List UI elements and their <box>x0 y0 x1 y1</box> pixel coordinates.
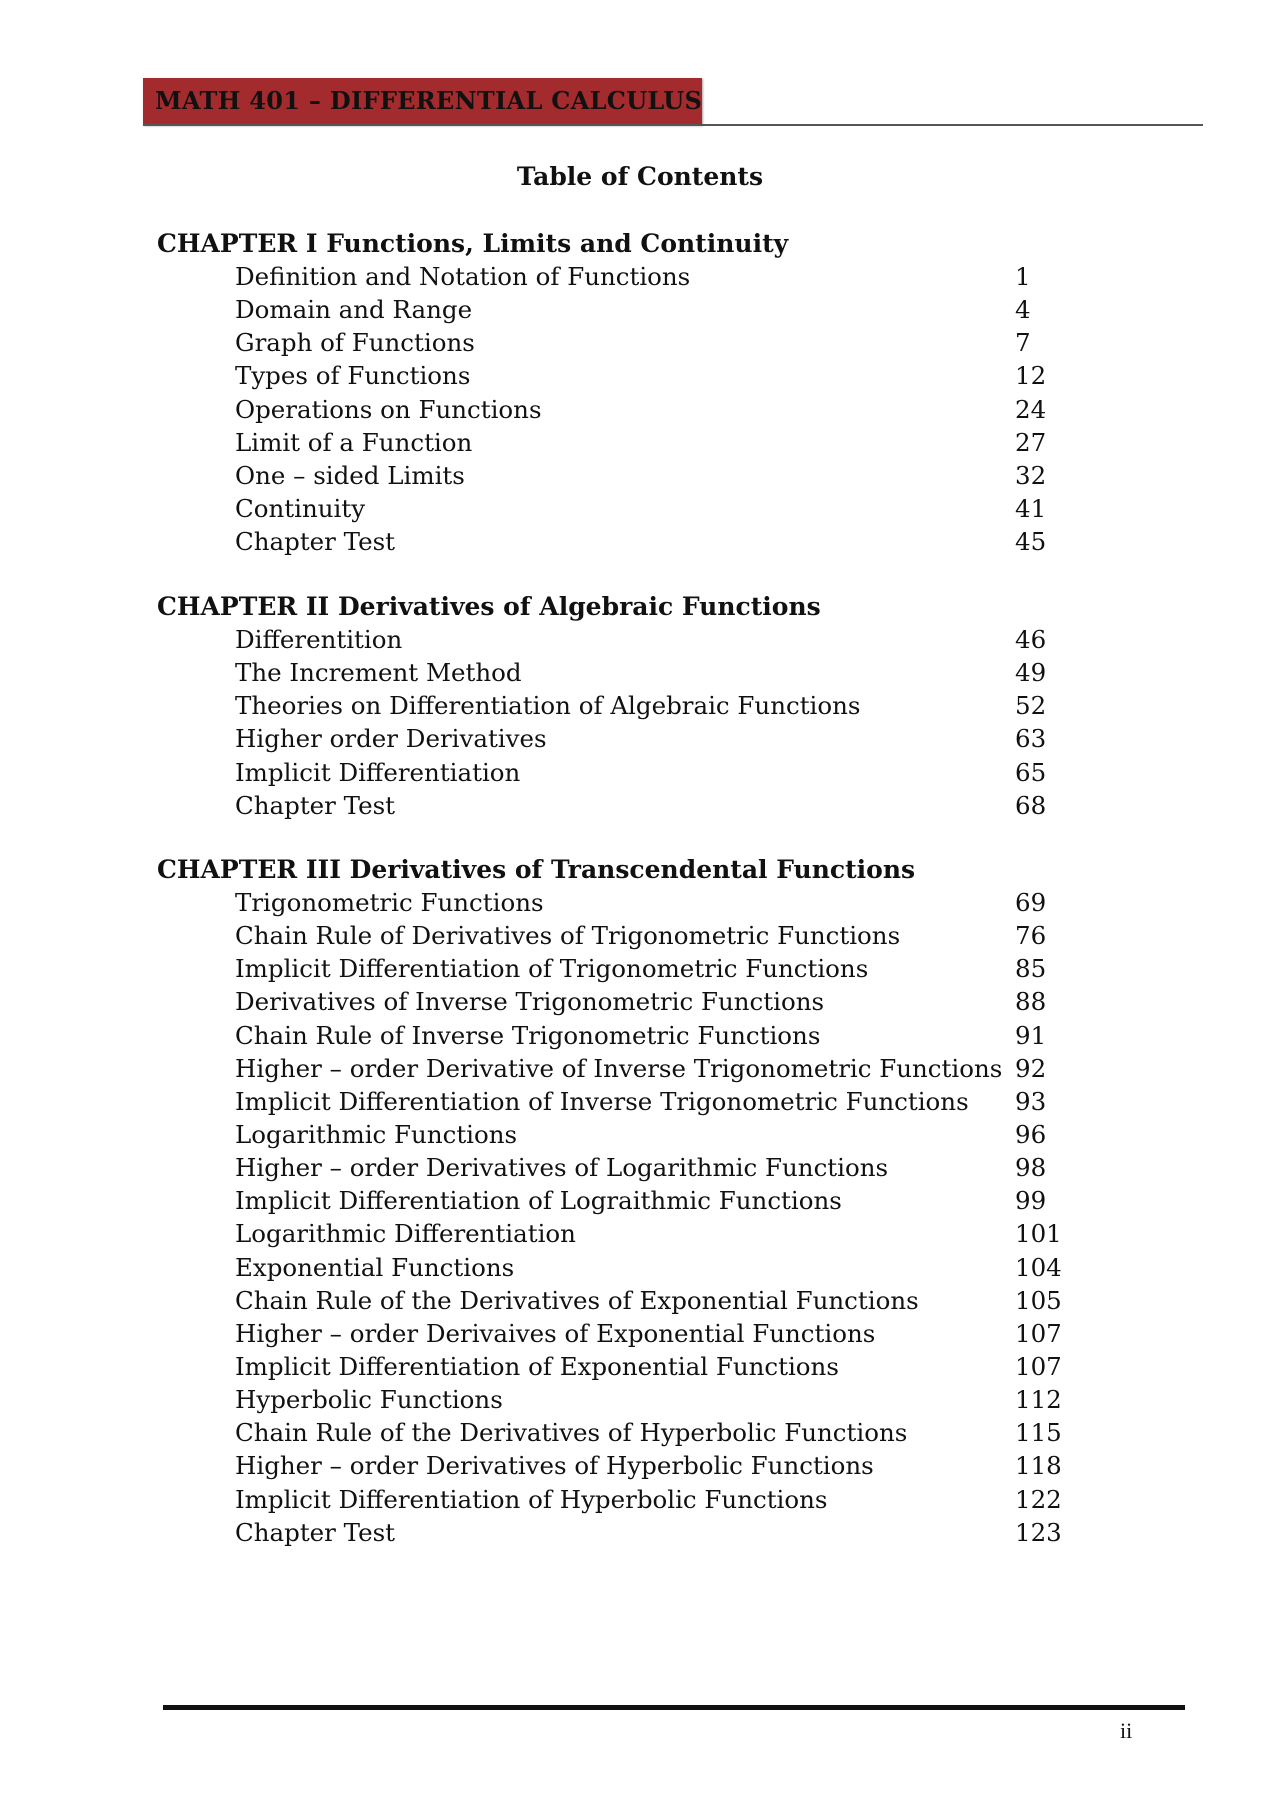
toc-title: Table of Contents <box>516 162 764 191</box>
toc-entry <box>157 1483 1157 1516</box>
toc-entry <box>157 326 1157 359</box>
toc-entry <box>157 293 1157 326</box>
toc-entry <box>157 525 1157 558</box>
toc-entry-page: 41 <box>1015 493 1047 523</box>
toc-entry <box>157 789 1157 822</box>
toc-entry-label: Higher – order Derivaives of Exponential Functions <box>235 1318 876 1348</box>
toc-entry-page: 85 <box>1015 954 1047 984</box>
toc-entry <box>157 919 1157 952</box>
chapter-section <box>157 227 1157 558</box>
toc-entry-label: Types of Functions <box>235 361 471 391</box>
toc-entry-page: 105 <box>1015 1285 1062 1315</box>
toc-entry-label: Graph of Functions <box>235 328 475 358</box>
page-number: ii <box>1120 1718 1133 1743</box>
toc-entry-page: 7 <box>1015 328 1031 358</box>
toc-entry-page: 123 <box>1015 1517 1062 1547</box>
toc-entry-page: 52 <box>1015 691 1047 721</box>
toc-entry <box>157 1019 1157 1052</box>
toc-entry-page: 46 <box>1015 625 1047 654</box>
toc-entry <box>157 459 1157 492</box>
toc-entry-page: 1 <box>1015 262 1031 291</box>
toc-entry-page: 101 <box>1015 1219 1062 1249</box>
toc-entry-page: 96 <box>1015 1119 1047 1149</box>
toc-entry-page: 118 <box>1015 1451 1062 1481</box>
toc-entry-page: 65 <box>1015 757 1047 787</box>
toc-entry <box>157 1350 1157 1383</box>
toc-entry-list <box>157 886 1157 1549</box>
toc-entry <box>157 1416 1157 1449</box>
toc-entry-page: 4 <box>1015 295 1031 325</box>
toc-entry-label: Implicit Differentiation <box>235 757 521 787</box>
toc-entry-label: Higher order Derivatives <box>235 724 547 754</box>
toc-entry-page: 49 <box>1015 658 1047 688</box>
toc-entry <box>157 985 1157 1018</box>
toc-entry-label: Limit of a Function <box>235 427 473 457</box>
toc-entry <box>157 623 1157 656</box>
toc-entry <box>157 1284 1157 1317</box>
toc-entry-page: 92 <box>1015 1053 1047 1083</box>
toc-entry-page: 107 <box>1015 1351 1062 1381</box>
toc-entry-label: Chain Rule of the Derivatives of Exponential Functions <box>235 1285 919 1315</box>
toc-entry-page: 69 <box>1015 888 1047 917</box>
toc-entry-label: Definition and Notation of Functions <box>235 262 691 291</box>
toc-entry <box>157 756 1157 789</box>
toc-entry-label: Chain Rule of Inverse Trigonometric Functions <box>235 1020 821 1050</box>
toc-entry-label: Implicit Differentiation of Inverse Trigonometric Functions <box>235 1086 969 1116</box>
toc-entry-label: Chapter Test <box>235 790 396 820</box>
toc-entry-page: 91 <box>1015 1020 1047 1050</box>
toc-entry-page: 63 <box>1015 724 1047 754</box>
toc-entry-page: 24 <box>1015 394 1047 424</box>
chapter-section <box>157 590 1157 822</box>
toc-entry-label: Logarithmic Functions <box>235 1119 518 1149</box>
toc-entry-page: 122 <box>1015 1484 1062 1514</box>
toc-entry-label: Continuity <box>235 493 366 523</box>
toc-entry-label: Implicit Differentiation of Hyperbolic Functions <box>235 1484 828 1514</box>
toc-entry-page: 93 <box>1015 1086 1047 1116</box>
footer-divider <box>163 1705 1185 1710</box>
toc-entry <box>157 1449 1157 1482</box>
toc-entry-label: Chapter Test <box>235 527 396 557</box>
toc-entry <box>157 1184 1157 1217</box>
toc-entry <box>157 426 1157 459</box>
toc-entry-label: Logarithmic Differentiation <box>235 1219 576 1249</box>
toc-entry-label: Higher – order Derivative of Inverse Trigonometric Functions <box>235 1053 1003 1083</box>
toc-entry <box>157 1052 1157 1085</box>
toc-entry <box>157 1383 1157 1416</box>
toc-entry <box>157 689 1157 722</box>
course-title: MATH 401 – DIFFERENTIAL CALCULUS <box>155 86 703 115</box>
toc-entry-label: Higher – order Derivatives of Logarithmic Functions <box>235 1153 889 1183</box>
toc-entry-page: 76 <box>1015 921 1047 951</box>
toc-entry-list <box>157 623 1157 822</box>
toc-entry-page: 27 <box>1015 427 1047 457</box>
toc-entry-label: Differentition <box>235 625 403 654</box>
chapter-section <box>157 853 1157 1549</box>
toc-entry <box>157 359 1157 392</box>
header-divider <box>143 124 1203 126</box>
toc-entry-page: 32 <box>1015 460 1047 490</box>
toc-entry-page: 45 <box>1015 527 1047 557</box>
chapter-heading: CHAPTER II Derivatives of Algebraic Functions <box>157 592 821 621</box>
toc-entry <box>157 393 1157 426</box>
toc-entry-page: 115 <box>1015 1418 1062 1448</box>
toc-entry-page: 12 <box>1015 361 1047 391</box>
toc-entry-list <box>157 260 1157 558</box>
toc-entry-page: 104 <box>1015 1252 1062 1282</box>
toc-entry <box>157 722 1157 755</box>
toc-entry <box>157 1516 1157 1549</box>
toc-entry-label: Chain Rule of the Derivatives of Hyperbolic Functions <box>235 1418 908 1448</box>
toc-entry <box>157 1151 1157 1184</box>
toc-entry <box>157 1317 1157 1350</box>
chapter-heading: CHAPTER III Derivatives of Transcendental Functions <box>157 855 916 884</box>
toc-entry-label: Operations on Functions <box>235 394 542 424</box>
toc-entry <box>157 1217 1157 1250</box>
toc-entry-label: Theories on Differentiation of Algebraic Functions <box>235 691 861 721</box>
toc-entry-label: Chain Rule of Derivatives of Trigonometric Functions <box>235 921 901 951</box>
chapter-heading: CHAPTER I Functions, Limits and Continuity <box>157 229 789 258</box>
toc-entry-page: 98 <box>1015 1153 1047 1183</box>
toc-entry-page: 107 <box>1015 1318 1062 1348</box>
toc-entry-label: Exponential Functions <box>235 1252 515 1282</box>
toc-entry-label: The Increment Method <box>235 658 522 688</box>
toc-entry <box>157 886 1157 919</box>
toc-entry-page: 99 <box>1015 1186 1047 1216</box>
toc-entry-label: Implicit Differentiation of Lograithmic Functions <box>235 1186 842 1216</box>
toc-entry <box>157 1251 1157 1284</box>
toc-entry-label: Chapter Test <box>235 1517 396 1547</box>
toc-entry <box>157 952 1157 985</box>
toc-entry-label: One – sided Limits <box>235 460 465 490</box>
toc-entry-label: Domain and Range <box>235 295 473 325</box>
toc-entry-page: 68 <box>1015 790 1047 820</box>
toc-entry-label: Hyperbolic Functions <box>235 1385 503 1415</box>
toc-entry <box>157 656 1157 689</box>
toc-entry-label: Implicit Differentiation of Trigonometric Functions <box>235 954 869 984</box>
toc-entry <box>157 1085 1157 1118</box>
toc-entry-page: 112 <box>1015 1385 1062 1415</box>
toc-entry-page: 88 <box>1015 987 1047 1017</box>
toc-entry-label: Implicit Differentiation of Exponential Functions <box>235 1351 839 1381</box>
toc-entry <box>157 260 1157 293</box>
toc-entry-label: Derivatives of Inverse Trigonometric Functions <box>235 987 825 1017</box>
toc-entry-label: Trigonometric Functions <box>235 888 544 917</box>
toc-entry <box>157 1118 1157 1151</box>
toc-entry-label: Higher – order Derivatives of Hyperbolic Functions <box>235 1451 874 1481</box>
toc-entry <box>157 492 1157 525</box>
